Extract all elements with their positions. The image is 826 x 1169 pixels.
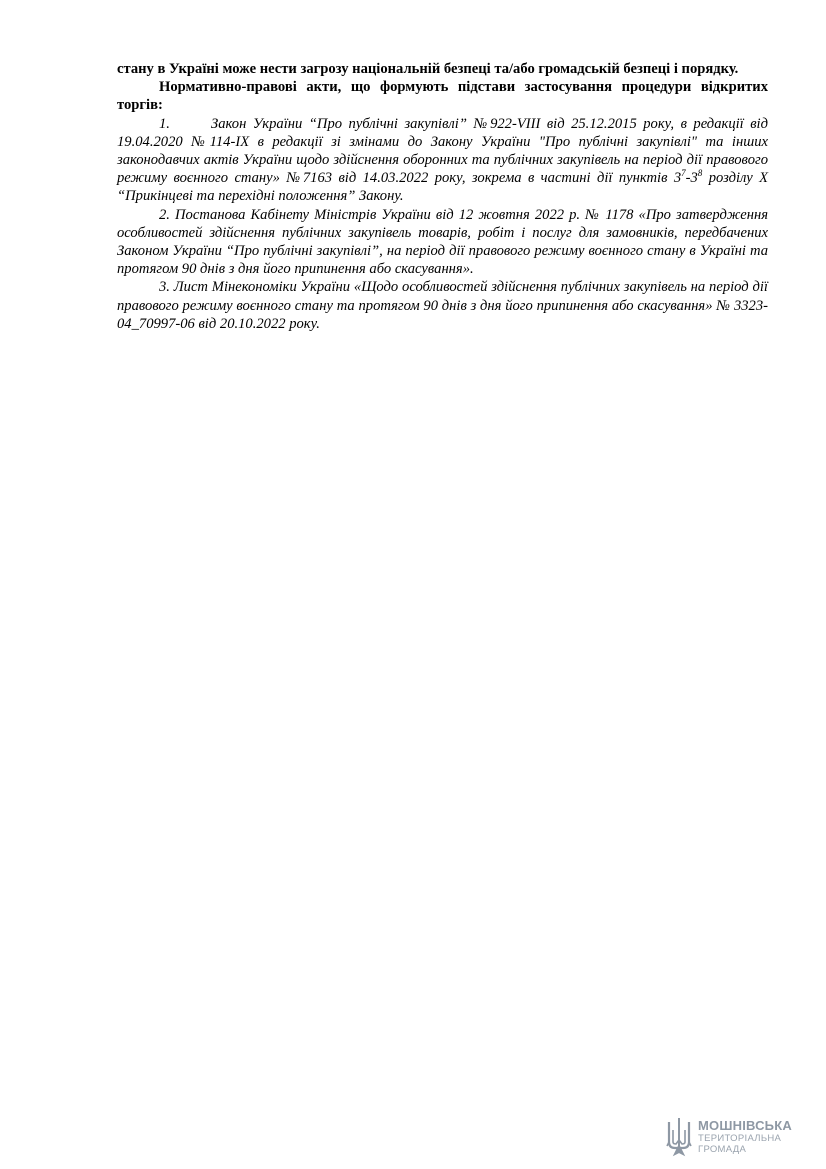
legal-acts-heading: Нормативно-правові акти, що формують підстави застосування процедури відкритих торгів: (117, 79, 768, 114)
logo-line-3: ГРОМАДА (698, 1144, 747, 1155)
item-1-dash: -3 (685, 170, 698, 187)
logo-name: МОШНІВСЬКА (698, 1118, 792, 1133)
trident-emblem-icon (666, 1116, 692, 1158)
document-body (117, 60, 768, 333)
item-1-text-b: розділу X “Прикінцеві та перехідні положення” Закону. (117, 170, 768, 205)
logo-text (698, 1119, 792, 1155)
item-1-text-a: Закон України “Про публічні закупівлі” №922-VIII від 25.12.2015 року, в редакції від 19.04.2020 №114-IX в редакції зі змінами до Закону України "Про публічні закупівлі" та інших законодавчих актів України щодо здійснення оборонних та публічних закупівель на період дії правового режиму воєнного стану» №7163 від 14.03.2022 року, зокрема в частині дії пунктів 3 (117, 115, 768, 187)
legal-act-item-1 (117, 115, 768, 206)
logo-line-2: ТЕРИТОРІАЛЬНА (698, 1133, 782, 1144)
legal-act-item-3: 3. Лист Мінекономіки України «Щодо особливостей здійснення публічних закупівель на період дії правового режиму воєнного стану та протягом 90 днів з дня його припинення або скасування» № 3323-04_70997-06 від 20.10.2022 року. (117, 279, 768, 332)
legal-act-item-2: 2. Постанова Кабінету Міністрів України від 12 жовтня 2022 р. № 1178 «Про затвердження особливостей здійснення публічних закупівель товарів, робіт і послуг для замовників, передбачених Законом України “Про публічні закупівлі”, на період дії правового режиму воєнного стану в Україні та протягом 90 днів з дня його припинення або скасування». (117, 206, 768, 278)
item-1-number: 1. (159, 115, 170, 132)
intro-paragraph: стану в Україні може нести загрозу національній безпеці та/або громадській безпеці і порядку. (117, 61, 739, 77)
item-1-sup-b: 8 (697, 168, 703, 179)
community-logo (666, 1113, 816, 1161)
item-1-sup-a: 7 (681, 168, 686, 179)
